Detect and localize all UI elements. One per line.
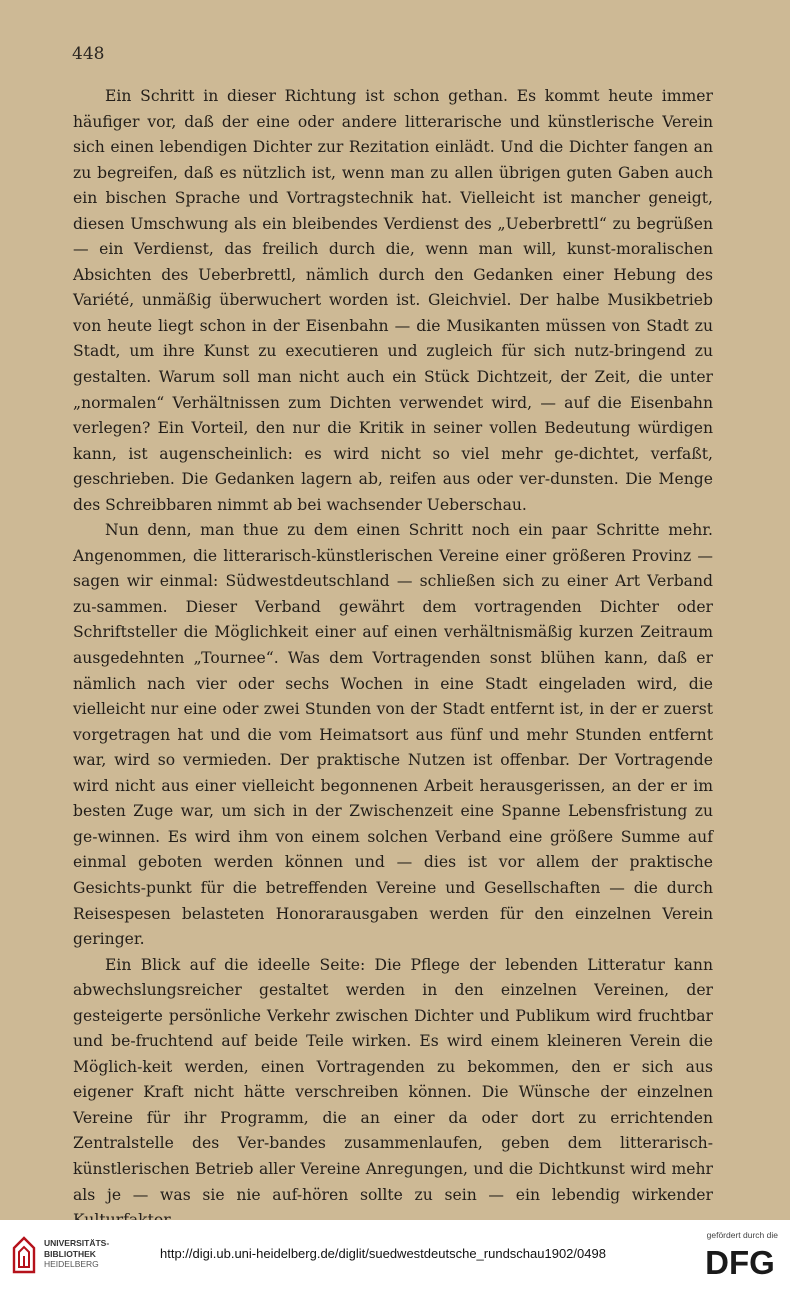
paragraph-1: Ein Schritt in dieser Richtung ist schon gethan. Es kommt heute immer häufiger vor, daß der eine oder andere litterarische und künstlerische Verein sich einen lebendigen Dichter zur Rezitation einlädt. Und die Dichter fangen an zu begreifen, daß es nützlich ist, wenn man zu allen übrigen guten Gaben auch ein bischen Sprache und Vortragstechnik hat. Vielleicht ist mancher geneigt, diesen Umschwung als ein bleibendes Verdienst des „Ueberbrettl“ zu begrüßen — ein Verdienst, das freilich durch die, wenn man will, kunst-moralischen Absichten des Ueberbrettl, nämlich durch den Gedanken einer Hebung des Variété, unmäßig überwuchert worden ist. Gleichviel. Der halbe Musikbetrieb von heute liegt schon in der Eisenbahn — die Musikanten müssen von Stadt zu Stadt, um ihre Kunst zu executieren und zugleich für sich nutz-bringend zu gestalten. Warum soll man nicht auch ein Stück Dichtzeit, der Zeit, die unter „normalen“ Verhältnissen zum Dichten verwendet wird, — auf die Eisenbahn verlegen? Ein Vorteil, den nur die Kritik in seiner vollen Bedeutung würdigen kann, ist augenscheinlich: es wird nicht so viel mehr ge-dichtet, verfaßt, geschrieben. Die Gedanken lagern ab, reifen aus oder ver-dunsten. Die Menge des Schreibbaren nimmt ab bei wachsender Ueberschau. <box>73 87 713 514</box>
library-line-3: HEIDELBERG <box>44 1259 99 1269</box>
library-line-1: UNIVERSITÄTS- <box>44 1238 110 1248</box>
article-text <box>73 84 713 1234</box>
permalink-url[interactable]: http://digi.ub.uni-heidelberg.de/diglit/suedwestdeutsche_rundschau1902/0498 <box>160 1246 606 1261</box>
library-line-2: BIBLIOTHEK <box>44 1248 96 1259</box>
funding-note: gefördert durch die <box>706 1230 778 1240</box>
dfg-logo-text: DFG <box>705 1244 775 1278</box>
paragraph-3: Ein Blick auf die ideelle Seite: Die Pflege der lebenden Litteratur kann abwechslungsreicher gestaltet werden in den einzelnen Vereinen, der gesteigerte persönliche Verkehr zwischen Dichter und Publikum wird fruchtbar und be-fruchtend auf beide Teile wirken. Es wird einem kleineren Verein die Möglich-keit werden, einen Vortragenden zu bekommen, den er sich aus eigener Kraft nicht hätte verschreiben können. Die Wünsche der einzelnen Vereine für ihr Programm, die an einer da oder dort zu errichtenden Zentralstelle des Ver-bandes zusammenlaufen, geben dem litterarisch-künstlerischen Betrieb aller Vereine Anregungen, und die Dichtkunst wird mehr als je — was sie nie auf-hören sollte zu sein — ein lebendig wirkender <box>73 955 713 1204</box>
digitization-footer <box>0 1220 790 1289</box>
page-number: 448 <box>72 44 105 64</box>
library-name <box>44 1238 109 1270</box>
university-library-logo-icon[interactable] <box>12 1236 36 1274</box>
paragraph-2: Nun denn, man thue zu dem einen Schritt noch ein paar Schritte mehr. Angenommen, die litterarisch-künstlerischen Vereine einer größeren Provinz — sagen wir einmal: Südwestdeutschland — schließen sich zu einer Art Verband zu-sammen. Dieser Verband gewährt dem vortragenden Dichter oder Schriftsteller die Möglichkeit einer auf einen verhältnismäßig kurzen Zeitraum ausgedehnten „Tournee“. Was dem Vortragenden sonst blühen kann, daß er nämlich nach vier oder sechs Wochen in eine Stadt eingeladen wird, die vielleicht nur eine oder zwei Stunden von der Stadt entfernt ist, in der er zuerst vorgetragen hat und die vom Heimatsort aus fünf und mehr Stunden entfernt war, wird so vermieden. Der praktische Nutzen ist offenbar. Der Vortragende wird nicht aus einer vielleicht begonnenen Arbeit herausgerissen, an der er im besten Zuge war, um sich in der Zwischenzeit eine Spanne Lebensfristung zu ge-winnen. Es wird ihm von einem solchen Verband eine größere Summe auf einmal geboten werden können und — dies ist vor allem der praktische Gesichts-punkt für die betreffenden Vereine und Gesellschaften — die durch Reisespesen belasteten Honorarausgaben werden für den einzelnen Verein geringer. <box>73 521 713 949</box>
dfg-logo-icon[interactable] <box>702 1244 778 1278</box>
